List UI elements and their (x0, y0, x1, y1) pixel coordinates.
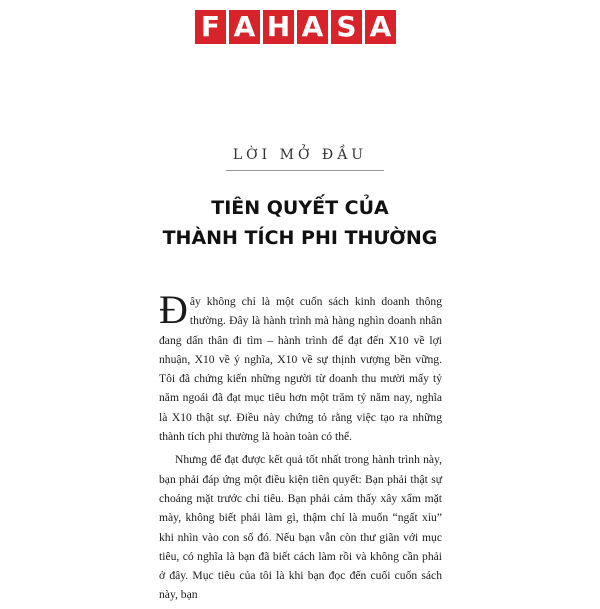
section-divider (226, 170, 384, 171)
chapter-title-line-2: THÀNH TÍCH PHI THƯỜNG (162, 227, 438, 249)
logo-letter: H (263, 10, 294, 44)
logo-letter: A (297, 10, 328, 44)
body-text (159, 287, 442, 609)
logo-letter: S (331, 10, 362, 44)
logo-letter: F (195, 10, 226, 44)
paragraph-2: Nhưng để đạt được kết quả tốt nhất trong hành trình này, bạn phải đáp ứng một điều kiện tiên quyết: Bạn phải thật sự choáng mặt trước chỉ tiêu. Bạn phải cảm thấy xây xẩm mặt mày, không biết phải làm gì, thậm chí là muốn “ngất xỉu” khi nhìn vào con số đó. Nếu bạn vẫn còn thư giãn với mục tiêu, có nghĩa là bạn đã biết cách làm rồi và không cần phải ở đây. Mục tiêu của tôi là khi bạn đọc đến cuối cuốn sách này, bạn (159, 453, 442, 602)
chapter-title (0, 193, 600, 253)
fahasa-logo (195, 10, 396, 44)
logo-letter: A (365, 10, 396, 44)
drop-cap: Đ (159, 287, 188, 332)
paragraph-1 (159, 287, 442, 446)
logo-letter: A (229, 10, 260, 44)
chapter-title-line-1: TIÊN QUYẾT CỦA (211, 197, 389, 219)
paragraph-1-text: ây không chỉ là một cuốn sách kinh doanh thông thường. Đây là hành trình mà hàng nghìn doanh nhân đang dấn thân đi tìm – hành trình để đạt đến X10 về lợi nhuận, X10 về ý nghĩa, X10 về sự thịnh vượng bền vững. Tôi đã chứng kiến những người từ doanh thu mười mấy tỷ năm ngoái đã đạt mục tiêu hơn một trăm tỷ năm nay, nghĩa là X10 thật sự. Điều này chứng tỏ rằng việc tạo ra những thành tích phi thường là hoàn toàn có thể. (159, 295, 442, 444)
section-label: LỜI MỞ ĐẦU (232, 147, 368, 163)
